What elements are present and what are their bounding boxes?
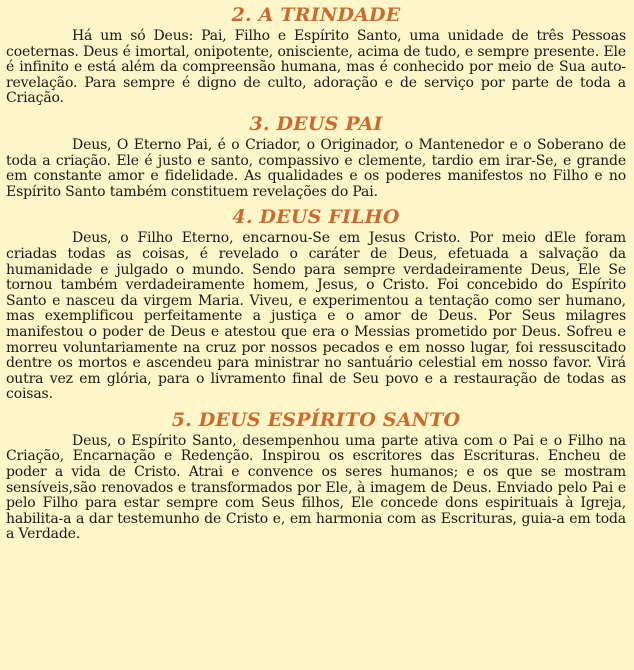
section-heading: 4. DEUS FILHO [232,206,400,229]
section-deus-filho [6,206,626,403]
section-trindade [6,4,626,107]
section-heading: 5. DEUS ESPÍRITO SANTO [171,408,461,431]
section-paragraph: Deus, o Espírito Santo, desempenhou uma parte ativa com o Pai e o Filho na Criação, Encarnação e Redenção. Inspirou os escritores das Escrituras. Encheu de poder a vida de Cristo. Atrai e convence os seres humanos; e os que se mostram sensíveis,são renovados e transformados por Ele, à imagem de Deus. Enviado pelo Pai e pelo Filho para estar sempre com Seus filhos, Ele concede dons espirituais à Igreja, habilita-a a dar testemunho de Cristo e, em harmonia com as Escrituras, guia-a em toda a Verdade. [6,432,626,543]
section-paragraph: Há um só Deus: Pai, Filho e Espírito Santo, uma unidade de três Pessoas coeternas. Deus é imortal, onipotente, onisciente, acima de tudo, e sempre presente. Ele é infinito e está além da compreensão humana, mas é conhecido por meio de Sua auto-revelação. Para sempre é digno de culto, adoração e de serviço por parte de toda a Criação. [6,28,626,107]
section-heading: 3. DEUS PAI [249,112,383,135]
section-deus-espirito-santo [6,409,626,543]
section-heading: 2. A TRINDADE [231,4,401,26]
section-paragraph: Deus, O Eterno Pai, é o Criador, o Originador, o Mantenedor e o Soberano de toda a criação. Ele é justo e santo, compassivo e clemente, tardio em irar-Se, e grande em constante amor e fidelidade. As qualidades e os poderes manifestos no Filho e no Espírito Santo também constituem revelações do Pai. [6,136,626,200]
section-paragraph: Deus, o Filho Eterno, encarnou-Se em Jesus Cristo. Por meio dEle foram criadas todas as coisas, é revelado o caráter de Deus, efetuada a salvação da humanidade e julgado o mundo. Sendo para sempre verdadeiramente Deus, Ele Se tornou também verdadeiramente homem, Jesus, o Cristo. Foi concebido do Espírito Santo e nasceu da virgem Maria. Viveu, e experimentou a tentação como ser humano, mas exemplificou perfeitamente a justiça e o amor de Deus. Por Seus milagres manifestou o poder de Deus e atestou que era o Messias prometido por Deus. Sofreu e morreu voluntariamente na cruz por nossos pecados e em nosso lugar, foi ressuscitado dentre os mortos e ascendeu para ministrar no santuário celestial em nosso favor. Virá outra vez em glória, para o livramento final de Seu povo e a restauração de todas as coisas. [6,230,626,403]
section-deus-pai [6,113,626,200]
